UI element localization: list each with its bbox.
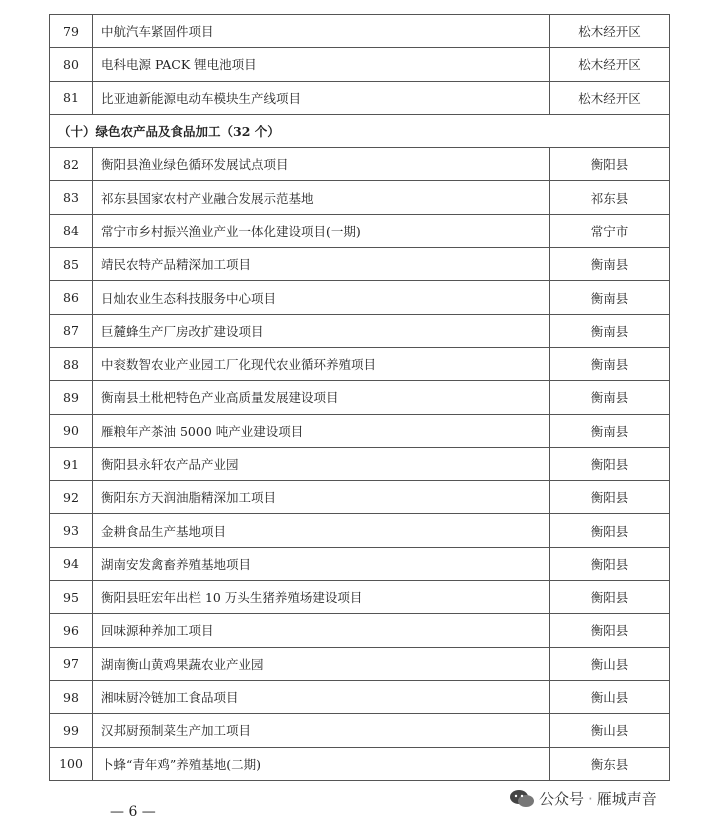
project-table: [49, 14, 670, 781]
project-name: 巨麓蜂生产厂房改扩建设项目: [93, 315, 550, 347]
table-row: [50, 15, 670, 48]
row-number: 94: [50, 548, 93, 580]
row-number: 96: [50, 614, 93, 646]
project-location: 祁东县: [550, 181, 670, 213]
project-location: 衡南县: [550, 348, 670, 380]
project-location: 衡南县: [550, 248, 670, 280]
table-row: [50, 148, 670, 181]
section-row: [50, 115, 670, 148]
project-location: 衡阳县: [550, 514, 670, 546]
table-row: [50, 648, 670, 681]
row-number: 89: [50, 381, 93, 413]
table-row: [50, 514, 670, 547]
table-row: [50, 215, 670, 248]
project-location: 衡东县: [550, 748, 670, 780]
project-name: 衡阳县渔业绿色循环发展试点项目: [93, 148, 550, 180]
project-location: 松木经开区: [550, 15, 670, 47]
watermark-separator-icon: ·: [588, 789, 593, 808]
project-location: 常宁市: [550, 215, 670, 247]
table-row: [50, 614, 670, 647]
project-name: 衡阳县旺宏年出栏 10 万头生猪养殖场建设项目: [93, 581, 550, 613]
project-location: 衡南县: [550, 281, 670, 313]
row-number: 91: [50, 448, 93, 480]
row-number: 93: [50, 514, 93, 546]
table-row: [50, 548, 670, 581]
watermark-prefix: 公众号: [539, 790, 585, 808]
project-name: 金耕食品生产基地项目: [93, 514, 550, 546]
table-row: [50, 348, 670, 381]
row-number: 83: [50, 181, 93, 213]
table-row: [50, 281, 670, 314]
table-row: [50, 82, 670, 115]
project-location: 衡南县: [550, 415, 670, 447]
project-location: 衡山县: [550, 681, 670, 713]
project-name: 祁东县国家农村产业融合发展示范基地: [93, 181, 550, 213]
section-title: （十）绿色农产品及食品加工（32 个）: [50, 115, 670, 147]
table-row: [50, 714, 670, 747]
table-row: [50, 248, 670, 281]
table-row: [50, 181, 670, 214]
project-name: 湖南安发禽畜养殖基地项目: [93, 548, 550, 580]
project-name: 靖民农特产品精深加工项目: [93, 248, 550, 280]
table-row: [50, 581, 670, 614]
project-name: 比亚迪新能源电动车模块生产线项目: [93, 82, 550, 114]
row-number: 81: [50, 82, 93, 114]
table-row: [50, 315, 670, 348]
row-number: 84: [50, 215, 93, 247]
project-location: 衡阳县: [550, 481, 670, 513]
row-number: 87: [50, 315, 93, 347]
project-location: 衡阳县: [550, 614, 670, 646]
project-name: 回味源种养加工项目: [93, 614, 550, 646]
project-location: 衡阳县: [550, 548, 670, 580]
row-number: 82: [50, 148, 93, 180]
project-location: 衡南县: [550, 381, 670, 413]
row-number: 92: [50, 481, 93, 513]
project-name: 中衮数智农业产业园工厂化现代农业循环养殖项目: [93, 348, 550, 380]
row-number: 98: [50, 681, 93, 713]
project-name: 湘味厨冷链加工食品项目: [93, 681, 550, 713]
row-number: 86: [50, 281, 93, 313]
project-name: 汉邦厨预制菜生产加工项目: [93, 714, 550, 746]
project-name: 湖南衡山黄鸡果蔬农业产业园: [93, 648, 550, 680]
project-location: 衡山县: [550, 714, 670, 746]
row-number: 80: [50, 48, 93, 80]
page-number: — 6 —: [110, 804, 156, 820]
row-number: 100: [50, 748, 93, 780]
project-name: 日灿农业生态科技服务中心项目: [93, 281, 550, 313]
project-location: 松木经开区: [550, 82, 670, 114]
project-name: 中航汽车紧固件项目: [93, 15, 550, 47]
table-row: [50, 681, 670, 714]
table-row: [50, 748, 670, 781]
row-number: 79: [50, 15, 93, 47]
project-name: 衡南县土枇杷特色产业高质量发展建设项目: [93, 381, 550, 413]
project-name: 电科电源 PACK 锂电池项目: [93, 48, 550, 80]
project-location: 衡南县: [550, 315, 670, 347]
project-location: 衡山县: [550, 648, 670, 680]
row-number: 90: [50, 415, 93, 447]
project-name: 卜蜂“青年鸡”养殖基地(二期): [93, 748, 550, 780]
project-name: 常宁市乡村振兴渔业产业一体化建设项目(一期): [93, 215, 550, 247]
row-number: 95: [50, 581, 93, 613]
table-row: [50, 48, 670, 81]
project-location: 衡阳县: [550, 581, 670, 613]
row-number: 88: [50, 348, 93, 380]
row-number: 85: [50, 248, 93, 280]
project-name: 雁粮年产茶油 5000 吨产业建设项目: [93, 415, 550, 447]
table-row: [50, 415, 670, 448]
wechat-icon: [509, 789, 535, 809]
project-location: 松木经开区: [550, 48, 670, 80]
project-location: 衡阳县: [550, 148, 670, 180]
table-row: [50, 448, 670, 481]
project-location: 衡阳县: [550, 448, 670, 480]
row-number: 97: [50, 648, 93, 680]
project-name: 衡阳东方天润油脂精深加工项目: [93, 481, 550, 513]
row-number: 99: [50, 714, 93, 746]
watermark-name: 雁城声音: [596, 790, 657, 808]
table-row: [50, 381, 670, 414]
wechat-watermark: [505, 786, 661, 811]
table-row: [50, 481, 670, 514]
project-name: 衡阳县永轩农产品产业园: [93, 448, 550, 480]
